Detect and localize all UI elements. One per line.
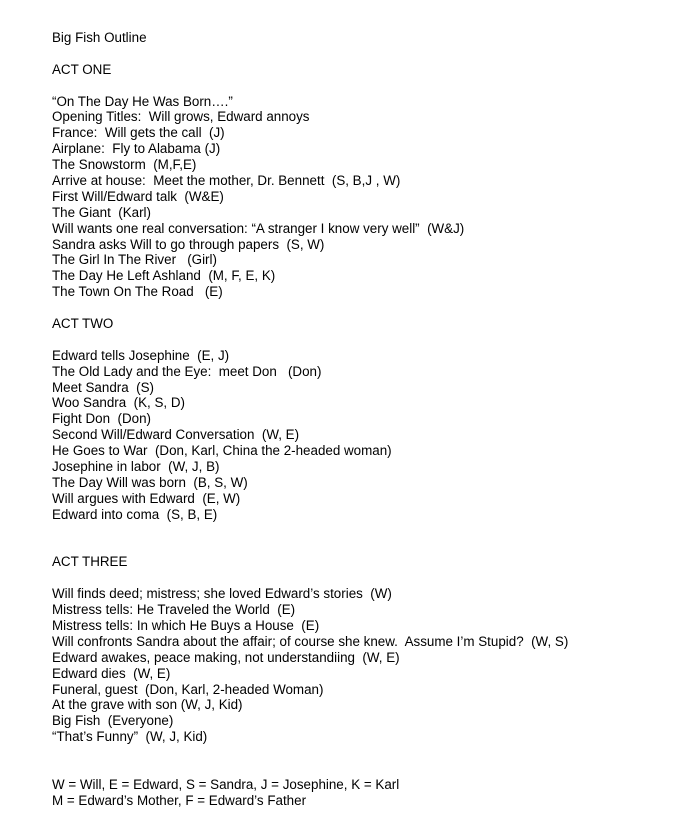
scene-line: Arrive at house: Meet the mother, Dr. Bennett (S, B,J , W) xyxy=(52,173,401,189)
legend-line: M = Edward’s Mother, F = Edward’s Father xyxy=(52,792,307,808)
act-one-heading: ACT ONE xyxy=(52,61,112,77)
scene-line: Edward into coma (S, B, E) xyxy=(52,506,218,522)
scene-line: The Day Will was born (B, S, W) xyxy=(52,474,248,490)
scene-line: The Day He Left Ashland (M, F, E, K) xyxy=(52,268,276,284)
scene-line: Meet Sandra (S) xyxy=(52,379,154,395)
scene-line: Edward tells Josephine (E, J) xyxy=(52,347,230,363)
scene-line: Big Fish (Everyone) xyxy=(52,713,174,729)
act-three-scene-list xyxy=(52,586,672,745)
scene-line: Airplane: Fly to Alabama (J) xyxy=(52,141,221,157)
scene-line: The Giant (Karl) xyxy=(52,204,151,220)
act-two-heading: ACT TWO xyxy=(52,316,114,332)
scene-line: Will finds deed; mistress; she loved Edward’s stories (W) xyxy=(52,586,392,602)
scene-line: Edward awakes, peace making, not understandiing (W, E) xyxy=(52,649,400,665)
character-legend xyxy=(52,777,672,809)
scene-line: The Girl In The River (Girl) xyxy=(52,252,217,268)
document-page xyxy=(52,30,672,809)
scene-line: Sandra asks Will to go through papers (S, W) xyxy=(52,236,325,252)
scene-line: Edward dies (W, E) xyxy=(52,665,171,681)
scene-line: He Goes to War (Don, Karl, China the 2-headed woman) xyxy=(52,443,392,459)
scene-line: At the grave with son (W, J, Kid) xyxy=(52,697,243,713)
scene-line: Woo Sandra (K, S, D) xyxy=(52,395,185,411)
scene-line: “On The Day He Was Born….” xyxy=(52,93,233,109)
scene-line: Funeral, guest (Don, Karl, 2-headed Woman) xyxy=(52,681,324,697)
scene-line: Will wants one real conversation: “A stranger I know very well” (W&J) xyxy=(52,220,465,236)
scene-line: Second Will/Edward Conversation (W, E) xyxy=(52,427,300,443)
scene-line: The Old Lady and the Eye: meet Don (Don) xyxy=(52,363,322,379)
scene-line: First Will/Edward talk (W&E) xyxy=(52,188,224,204)
scene-line: Opening Titles: Will grows, Edward annoys xyxy=(52,109,310,125)
scene-line: Josephine in labor (W, J, B) xyxy=(52,459,220,475)
scene-line: Mistress tells: He Traveled the World (E) xyxy=(52,602,296,618)
scene-line: “That’s Funny” (W, J, Kid) xyxy=(52,729,208,745)
legend-line: W = Will, E = Edward, S = Sandra, J = Josephine, K = Karl xyxy=(52,776,400,792)
scene-line: The Snowstorm (M,F,E) xyxy=(52,157,197,173)
scene-line: Mistress tells: In which He Buys a House (E) xyxy=(52,617,320,633)
scene-line: Will confronts Sandra about the affair; of course she knew. Assume I’m Stupid? (W, S) xyxy=(52,633,569,649)
act-three-heading: ACT THREE xyxy=(52,554,128,570)
scene-line: Fight Don (Don) xyxy=(52,411,151,427)
document-title: Big Fish Outline xyxy=(52,30,147,45)
scene-line: France: Will gets the call (J) xyxy=(52,125,225,141)
scene-line: Will argues with Edward (E, W) xyxy=(52,490,241,506)
scene-line: The Town On The Road (E) xyxy=(52,284,223,300)
act-one-scene-list xyxy=(52,94,672,301)
act-two-scene-list xyxy=(52,348,672,523)
